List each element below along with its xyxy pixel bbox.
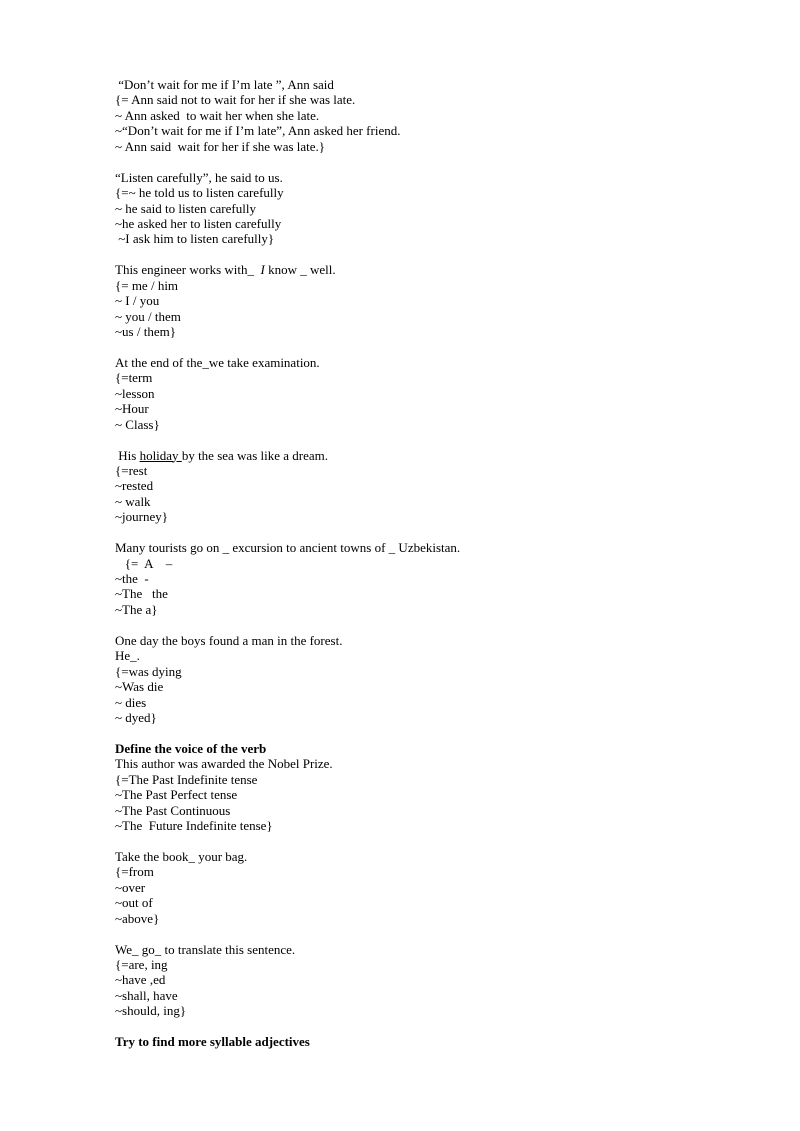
answer-option: ~us / them} [115, 324, 176, 339]
answer-option: ~over [115, 879, 146, 895]
answer-option: ~should, ing} [115, 1003, 187, 1019]
answer-option: ~The Past Perfect tense [115, 787, 238, 803]
answer-correct: {=rest [115, 462, 148, 478]
answer-option: ~ I / you [115, 293, 160, 309]
answer-option: ~The a} [115, 601, 158, 617]
answer-option: ~ dies [115, 694, 147, 710]
answer-option: ~Was die [115, 679, 164, 695]
section-heading: Try to find more syllable adjectives [115, 1034, 310, 1050]
answer-correct: {=are, ing [115, 956, 168, 972]
question-stem: “Don’t wait for me if I’m late ”, Ann said [115, 77, 334, 92]
question-block [115, 540, 755, 617]
answer-option: ~ Class} [115, 416, 160, 432]
answer-option: ~I ask him to listen carefully} [115, 231, 275, 247]
answer-option: ~rested [115, 478, 154, 494]
answer-option: ~The the [115, 586, 168, 602]
question-block [115, 942, 755, 1019]
answer-option: ~lesson [115, 385, 155, 401]
answer-correct: {=~ he told us to listen carefully [115, 185, 284, 201]
answer-correct: {= me / him [115, 277, 179, 293]
question-stem [115, 262, 755, 277]
question-block [115, 170, 755, 247]
answer-option: ~ he said to listen carefully [115, 200, 256, 216]
question-block [115, 849, 755, 926]
answer-correct: {=was dying [115, 663, 182, 679]
stem-text: know _ well. [264, 262, 336, 278]
answer-correct: {= A – [115, 555, 173, 571]
answer-option: ~have ,ed [115, 972, 166, 988]
question-block [115, 355, 755, 432]
document-content [115, 77, 755, 1050]
answer-option: ~ walk [115, 493, 151, 509]
answer-option: ~“Don’t wait for me if I’m late”, Ann asked her friend. [115, 123, 401, 139]
question-stem: He_. [115, 648, 140, 664]
answer-option: ~ dyed} [115, 709, 157, 725]
question-block [115, 741, 755, 834]
answer-option: ~shall, have [115, 987, 178, 1003]
question-stem: One day the boys found a man in the forest. [115, 632, 343, 648]
answer-correct: {=The Past Indefinite tense [115, 771, 258, 787]
question-block [115, 633, 755, 726]
question-stem: Take the book_ your bag. [115, 848, 248, 864]
answer-option: ~ Ann said wait for her if she was late.} [115, 138, 326, 154]
question-block [115, 262, 755, 339]
question-stem: This author was awarded the Nobel Prize. [115, 756, 333, 772]
answer-option: ~ you / them [115, 308, 181, 324]
answer-option: ~ Ann asked to wait her when she late. [115, 107, 320, 123]
answer-option: ~The Future Indefinite tense} [115, 818, 273, 833]
answer-option: ~the - [115, 571, 149, 586]
answer-option: ~he asked her to listen carefully [115, 215, 282, 231]
answer-correct: {=term [115, 370, 153, 386]
answer-option: ~journey} [115, 509, 168, 525]
section-heading: Define the voice of the verb [115, 740, 267, 756]
answer-option: ~out of [115, 895, 153, 911]
answer-option: ~above} [115, 910, 160, 926]
stem-italic-text: I [260, 262, 265, 278]
answer-option: ~The Past Continuous [115, 802, 231, 818]
answer-correct: {=from [115, 864, 154, 880]
question-block [115, 77, 755, 154]
question-stem: We_ go_ to translate this sentence. [115, 941, 296, 957]
question-stem: At the end of the_we take examination. [115, 354, 320, 370]
question-stem [115, 448, 755, 463]
stem-underlined-word: holiday [139, 447, 182, 463]
question-stem: “Listen carefully”, he said to us. [115, 169, 283, 185]
question-stem: Many tourists go on _ excursion to ancient towns of _ Uzbekistan. [115, 540, 461, 556]
stem-text: This engineer works with_ [115, 262, 261, 278]
stem-text: by the sea was like a dream. [181, 447, 329, 463]
question-block [115, 448, 755, 525]
answer-option: ~Hour [115, 401, 149, 417]
answer-correct: {= Ann said not to wait for her if she was late. [115, 92, 356, 108]
stem-text: His [115, 447, 140, 463]
